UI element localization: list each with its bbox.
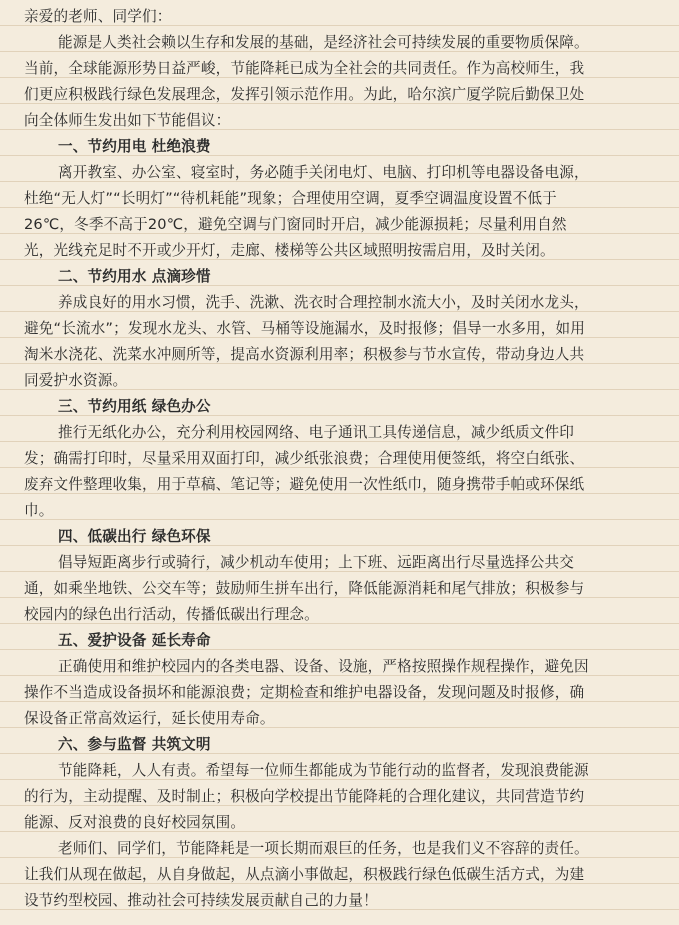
intro-paragraph-line: 们更应积极践行绿色发展理念，发挥引领示范作用。为此，哈尔滨广厦学院后勤保卫处 xyxy=(24,86,585,103)
closing-paragraph-line: 让我们从现在做起，从自身做起，从点滴小事做起，积极践行绿色低碳生活方式，为建 xyxy=(24,866,585,883)
section-heading-water: 二、节约用水 点滴珍惜 xyxy=(58,268,211,285)
closing-paragraph-line: 设节约型校园、推动社会可持续发展贡献自己的力量！ xyxy=(24,892,378,909)
equipment-paragraph-line: 保设备正常高效运行，延长使用寿命。 xyxy=(24,710,275,727)
equipment-paragraph-line: 正确使用和维护校园内的各类电器、设备、设施，严格按照操作规程操作，避免因 xyxy=(58,658,589,675)
section-heading-travel: 四、低碳出行 绿色环保 xyxy=(58,528,211,545)
travel-paragraph-line: 倡导短距离步行或骑行，减少机动车使用；上下班、远距离出行尽量选择公共交 xyxy=(58,554,575,571)
travel-paragraph-line: 校园内的绿色出行活动，传播低碳出行理念。 xyxy=(24,606,319,623)
section-heading-paper: 三、节约用纸 绿色办公 xyxy=(58,398,211,415)
water-paragraph-line: 淘米水浇花、洗菜水冲厕所等，提高水资源利用率；积极参与节水宣传，带动身边人共 xyxy=(24,346,585,363)
water-paragraph-line: 养成良好的用水习惯，洗手、洗漱、洗衣时合理控制水流大小，及时关闭水龙头， xyxy=(58,294,589,311)
travel-paragraph-line: 通，如乘坐地铁、公交车等；鼓励师生拼车出行，降低能源消耗和尾气排放；积极参与 xyxy=(24,580,585,597)
water-paragraph-line: 同爱护水资源。 xyxy=(24,372,128,389)
supervision-paragraph-line: 能源、反对浪费的良好校园氛围。 xyxy=(24,814,246,831)
paper-paragraph-line: 巾。 xyxy=(24,502,54,519)
electricity-paragraph-line: 光，光线充足时不开或少开灯，走廊、楼梯等公共区域照明按需启用，及时关闭。 xyxy=(24,242,555,259)
supervision-paragraph-line: 的行为，主动提醒、及时制止；积极向学校提出节能降耗的合理化建议，共同营造节约 xyxy=(24,788,585,805)
paper-paragraph-line: 废弃文件整理收集，用于草稿、笔记等；避免使用一次性纸巾，随身携带手帕或环保纸 xyxy=(24,476,585,493)
section-heading-electricity: 一、节约用电 杜绝浪费 xyxy=(58,138,211,155)
electricity-paragraph-line: 离开教室、办公室、寝室时，务必随手关闭电灯、电脑、打印机等电器设备电源， xyxy=(58,164,589,181)
electricity-paragraph-line: 26℃，冬季不高于20℃，避免空调与门窗同时开启，减少能源损耗；尽量利用自然 xyxy=(24,216,567,233)
paper-paragraph-line: 推行无纸化办公，充分利用校园网络、电子通讯工具传递信息，减少纸质文件印 xyxy=(58,424,575,441)
intro-paragraph-line: 当前，全球能源形势日益严峻，节能降耗已成为全社会的共同责任。作为高校师生，我 xyxy=(24,60,585,77)
electricity-paragraph-line: 杜绝“无人灯”“长明灯”“待机耗能”现象；合理使用空调，夏季空调温度设置不低于 xyxy=(24,190,557,207)
supervision-paragraph-line: 节能降耗，人人有责。希望每一位师生都能成为节能行动的监督者，发现浪费能源 xyxy=(58,762,589,779)
equipment-paragraph-line: 操作不当造成设备损坏和能源浪费；定期检查和维护电器设备，发现问题及时报修，确 xyxy=(24,684,585,701)
water-paragraph-line: 避免“长流水”；发现水龙头、水管、马桶等设施漏水，及时报修；倡导一水多用，如用 xyxy=(24,320,585,337)
greeting: 亲爱的老师、同学们： xyxy=(24,8,172,25)
intro-paragraph-line: 向全体师生发出如下节能倡议： xyxy=(24,112,231,129)
closing-paragraph-line: 老师们、同学们，节能降耗是一项长期而艰巨的任务，也是我们义不容辞的责任。 xyxy=(58,840,589,857)
section-heading-equipment: 五、爱护设备 延长寿命 xyxy=(58,632,211,649)
section-heading-supervision: 六、参与监督 共筑文明 xyxy=(58,736,211,753)
paper-paragraph-line: 发；确需打印时，尽量采用双面打印，减少纸张浪费；合理使用便签纸，将空白纸张、 xyxy=(24,450,585,467)
intro-paragraph-line: 能源是人类社会赖以生存和发展的基础，是经济社会可持续发展的重要物质保障。 xyxy=(58,34,589,51)
